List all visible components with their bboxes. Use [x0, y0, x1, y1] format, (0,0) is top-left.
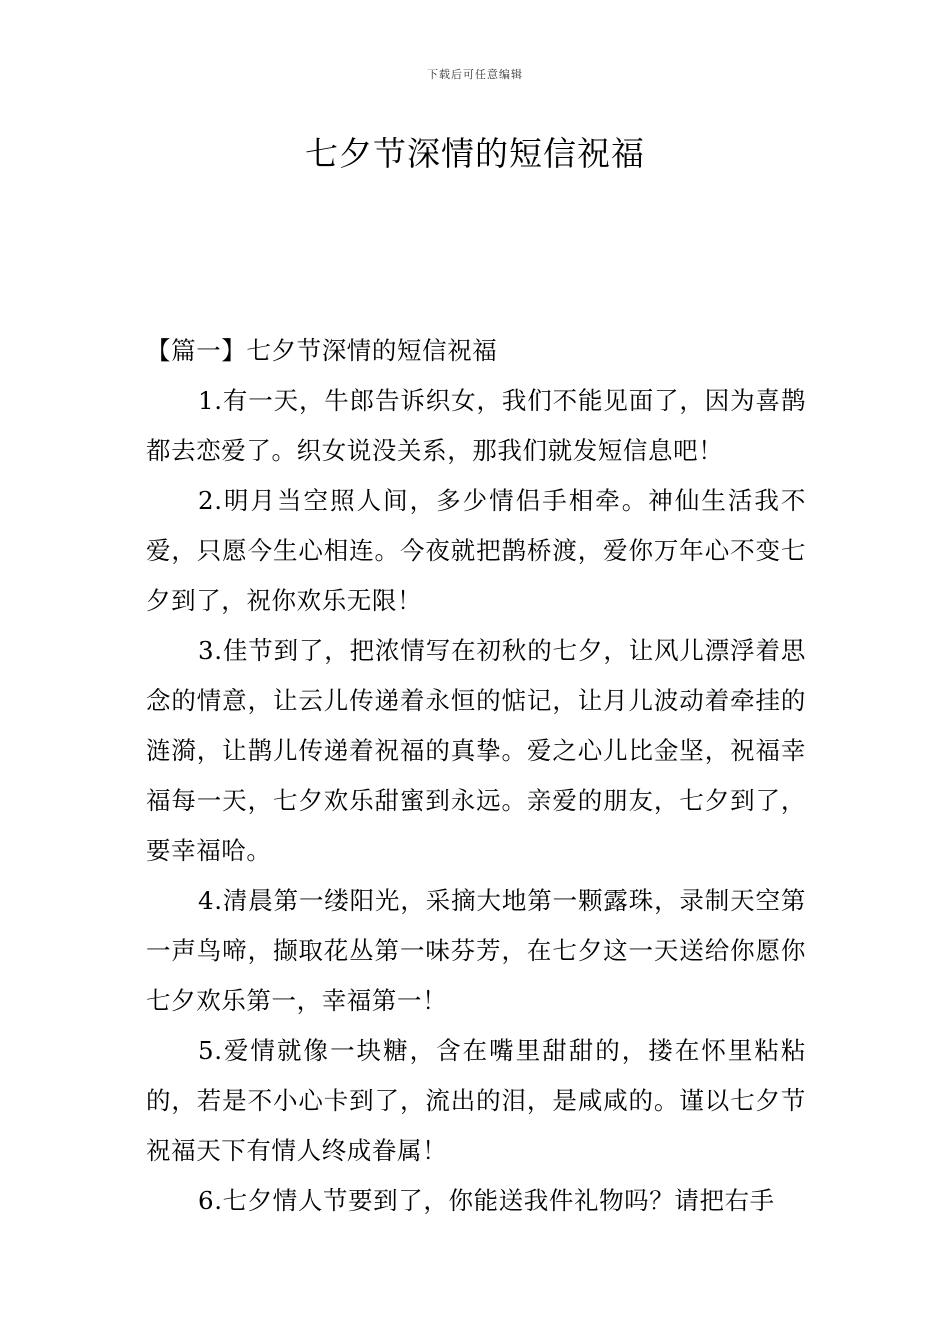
section-heading: 【篇一】七夕节深情的短信祝福 [146, 336, 498, 365]
list-item: 2.明月当空照人间，多少情侣手相牵。神仙生活我不爱，只愿今生心相连。今夜就把鹊桥渡，爱你万年心不变七夕到了，祝你欢乐无限！ [146, 486, 806, 615]
header-note: 下载后可任意编辑 [427, 68, 523, 81]
list-item: 6.七夕情人节要到了，你能送我件礼物吗？请把右手 [198, 1186, 775, 1215]
document-title: 七夕节深情的短信祝福 [305, 134, 645, 173]
list-item: 1.有一天，牛郎告诉织女，我们不能见面了，因为喜鹊都去恋爱了。织女说没关系，那我们就发短信息吧！ [146, 386, 806, 465]
list-item: 4.清晨第一缕阳光，采摘大地第一颗露珠，录制天空第一声鸟啼，撷取花丛第一味芬芳，在七夕这一天送给你愿你七夕欢乐第一，幸福第一！ [146, 886, 806, 1015]
list-item: 3.佳节到了，把浓情写在初秋的七夕，让风儿漂浮着思念的情意，让云儿传递着永恒的惦记，让月儿波动着牵挂的涟漪，让鹊儿传递着祝福的真挚。爱之心儿比金坚，祝福幸福每一天，七夕欢乐甜蜜到永远。亲爱的朋友，七夕到了，要幸福哈。 [146, 636, 806, 865]
list-item: 5.爱情就像一块糖，含在嘴里甜甜的，搂在怀里粘粘的，若是不小心卡到了，流出的泪，是咸咸的。谨以七夕节祝福天下有情人终成眷属！ [146, 1036, 806, 1165]
document-body [146, 326, 806, 1226]
